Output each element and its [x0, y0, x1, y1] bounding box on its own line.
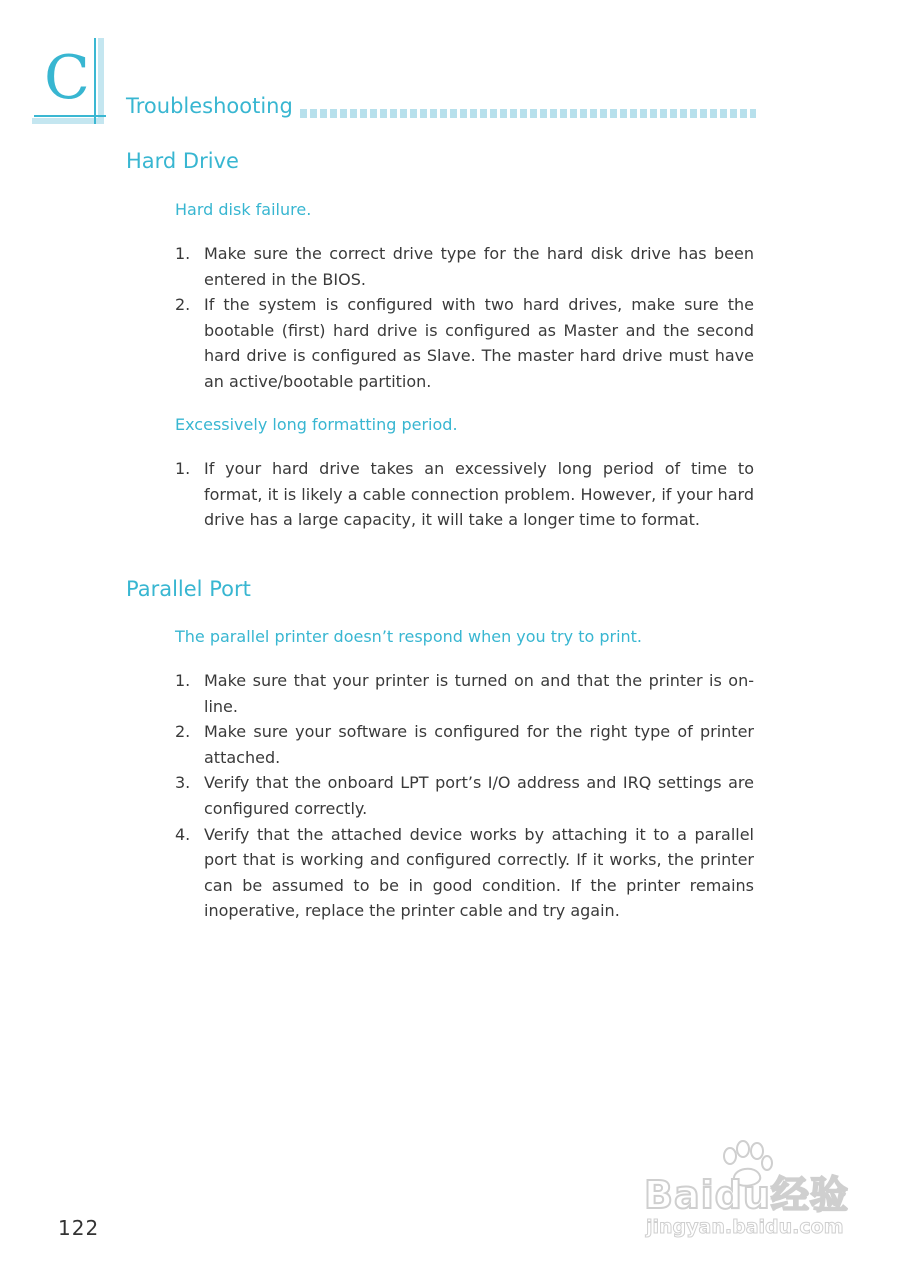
list-item-number: 2.: [175, 295, 191, 315]
chapter-tab-rule-vertical: [94, 38, 96, 124]
watermark-url: jingyan.baidu.com: [646, 1216, 844, 1238]
list-long-formatting: [175, 456, 754, 533]
list-item-text: Make sure your software is configured for the right type of printer attached.: [204, 722, 754, 767]
page-number: 122: [58, 1216, 100, 1240]
list-item: [175, 456, 754, 533]
list-item-number: 3.: [175, 773, 191, 793]
section-title-parallel-port: Parallel Port: [126, 577, 251, 601]
list-item: [175, 770, 754, 821]
list-item-text: Make sure that your printer is turned on and that the printer is on-line.: [204, 671, 754, 716]
list-item-text: Verify that the attached device works by attaching it to a parallel port that is working and configured correctly. If it works, the printer can be assumed to be in good condition. If the printer remains inoperative, replace the printer cable and try again.: [204, 824, 754, 921]
subsection-title-hard-disk-failure: Hard disk failure.: [175, 200, 312, 219]
chapter-tab-shadow-vertical: [98, 38, 104, 124]
list-item-number: 2.: [175, 722, 191, 742]
header-dot-leader: [300, 109, 756, 118]
watermark-logo: Baidu经验: [644, 1173, 849, 1217]
list-item-text: If the system is configured with two hard drives, make sure the bootable (first) hard drive is configured as Master and the second hard drive is configured as Slave. The master hard drive must have an active/bootable partition.: [204, 295, 754, 391]
list-item-number: 4.: [175, 824, 191, 844]
list-item: [175, 822, 754, 924]
list-item: [175, 241, 754, 292]
list-item-text: Make sure the correct drive type for the hard disk drive has been entered in the BIOS.: [204, 244, 754, 289]
list-item: [175, 668, 754, 719]
list-item-text: Verify that the onboard LPT port’s I/O address and IRQ settings are configured correctly.: [204, 773, 754, 818]
list-item-text: If your hard drive takes an excessively long period of time to format, it is likely a cable connection problem. However, if your hard drive has a large capacity, it will take a longer time to format.: [204, 459, 754, 530]
list-item-number: 1.: [175, 244, 191, 263]
watermark: [640, 1140, 855, 1250]
list-printer-not-responding: [175, 668, 754, 924]
chapter-letter: C: [44, 43, 90, 113]
chapter-tab: [32, 38, 104, 124]
subsection-title-printer-not-responding: The parallel printer doesn’t respond when you try to print.: [175, 627, 643, 646]
list-item: [175, 292, 754, 394]
list-item-number: 1.: [175, 459, 191, 478]
list-item: [175, 719, 754, 770]
section-title-hard-drive: Hard Drive: [126, 149, 239, 173]
subsection-title-long-formatting: Excessively long formatting period.: [175, 415, 458, 434]
list-item-number: 1.: [175, 671, 191, 690]
chapter-title: Troubleshooting: [126, 94, 293, 118]
list-hard-disk-failure: [175, 241, 754, 395]
